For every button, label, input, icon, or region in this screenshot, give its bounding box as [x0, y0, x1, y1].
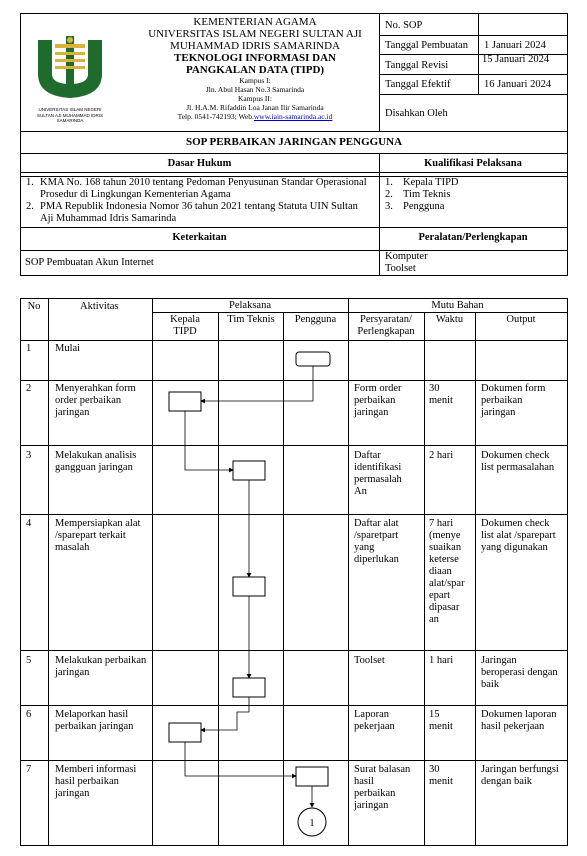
- campus1-label: Kampus I:: [239, 76, 271, 85]
- list-item: 2. PMA Republik Indonesia Nomor 36 tahun 2021 tentang Statuta UIN Sultan Aji Muhammad Idris Samarinda: [26, 201, 358, 224]
- row-output: Dokumen check list alat /sparepart yang digunakan: [481, 518, 556, 553]
- row-no: 5: [26, 655, 32, 666]
- meta-disahkan-label: Disahkan Oleh: [385, 108, 448, 119]
- meta-tanggal-revisi-label: Tanggal Revisi: [385, 60, 449, 71]
- website-link[interactable]: www.iain-samarinda.ac.id: [253, 112, 333, 121]
- ministry-name: KEMENTERIAN AGAMA: [193, 16, 317, 28]
- col-header-waktu: Waktu: [435, 314, 464, 325]
- row-persyaratan: Laporan pekerjaan: [354, 709, 395, 732]
- row-output: Dokumen form perbaikan jaringan: [481, 383, 546, 418]
- row-aktivitas: Melakukan perbaikan jaringan: [55, 655, 147, 678]
- row-waktu: 30 menit: [429, 383, 453, 406]
- meta-tanggal-efektif-value: 16 Januari 2024: [484, 79, 552, 90]
- col-header-no: No: [27, 301, 41, 312]
- col-header-pengguna: Pengguna: [294, 314, 337, 325]
- row-aktivitas: Melakukan analisis gangguan jaringan: [55, 450, 137, 473]
- row-no: 2: [26, 383, 32, 394]
- peralatan-item-komputer: Komputer: [385, 251, 428, 262]
- row-waktu: 7 hari (menye suaikan keterse diaan alat/spar epart dipasar an: [429, 518, 465, 625]
- university-logo: UNIVERSITAS ISLAM NEGERI SULTAN AJI MUHAMMAD IDRIS SAMARINDA: [30, 32, 110, 124]
- contact-info: Telp. 0541-742193; Web.: [177, 112, 254, 121]
- row-aktivitas: Melaporkan hasil perbaikan jaringan: [55, 709, 134, 732]
- row-output: Jaringan berfungsi dengan baik: [481, 764, 559, 787]
- row-no: 7: [26, 764, 32, 775]
- kualifikasi-heading: Kualifikasi Pelaksana: [424, 158, 522, 169]
- col-header-tim: Tim Teknis: [227, 314, 275, 325]
- peralatan-item-toolset: Toolset: [385, 263, 416, 274]
- row-waktu: 30 menit: [429, 764, 453, 787]
- sop-title: SOP PERBAIKAN JARINGAN PENGGUNA: [185, 136, 403, 148]
- col-header-persyaratan: Persyaratan/ Perlengkapan: [357, 314, 415, 337]
- unit-name-line2: PANGKALAN DATA (TIPD): [185, 64, 325, 76]
- process-box-kepala-2: [169, 392, 201, 411]
- campus1-address: Jln. Abul Hasan No.3 Samarinda: [205, 85, 305, 94]
- row-waktu: 15 menit: [429, 709, 453, 732]
- row-aktivitas: Mulai: [55, 343, 81, 354]
- start-terminator: [296, 352, 330, 366]
- campus2-label: Kampus II:: [238, 94, 272, 103]
- row-no: 6: [26, 709, 32, 720]
- row-persyaratan: Surat balasan hasil perbaikan jaringan: [354, 764, 411, 811]
- meta-tanggal-efektif-label: Tanggal Efektif: [385, 79, 451, 90]
- connector-label: 1: [309, 818, 315, 829]
- process-box-tim-3: [233, 461, 265, 480]
- unit-name-line1: TEKNOLOGI INFORMASI DAN: [174, 52, 336, 64]
- col-header-kepala: Kepala TIPD: [170, 314, 200, 337]
- process-box-tim-4: [233, 577, 265, 596]
- col-header-output: Output: [506, 314, 536, 325]
- row-no: 1: [26, 343, 32, 354]
- row-aktivitas: Mempersiapkan alat /sparepart terkait masalah: [55, 518, 141, 553]
- list-item: 2. Tim Teknis: [385, 189, 451, 200]
- row-waktu: 2 hari: [429, 450, 454, 461]
- keterkaitan-value: SOP Pembuatan Akun Internet: [25, 257, 154, 268]
- row-aktivitas: Menyerahkan form order perbaikan jaringan: [55, 383, 136, 418]
- meta-tanggal-pembuatan-label: Tanggal Pembuatan: [385, 40, 468, 51]
- row-aktivitas: Memberi informasi hasil perbaikan jaringan: [55, 764, 137, 799]
- dasar-hukum-heading: Dasar Hukum: [167, 158, 232, 169]
- process-box-pengguna-7: [296, 767, 328, 786]
- row-persyaratan: Form order perbaikan jaringan: [354, 383, 402, 418]
- process-box-kepala-6: [169, 723, 201, 742]
- row-persyaratan: Daftar identifikasi permasalah An: [354, 450, 402, 497]
- university-name-line2: MUHAMMAD IDRIS SAMARINDA: [170, 40, 340, 52]
- meta-tanggal-pembuatan-value: 1 Januari 2024: [484, 40, 546, 51]
- campus2-address: Jl. H.A.M. Rifaddin Loa Janan Ilir Samarinda: [186, 103, 324, 112]
- row-output: Dokumen laporan hasil pekerjaan: [481, 709, 557, 732]
- row-no: 4: [26, 518, 32, 529]
- meta-tanggal-revisi-value: 15 Januari 2024: [482, 54, 550, 65]
- process-box-tim-5: [233, 678, 265, 697]
- university-name-line1: UNIVERSITAS ISLAM NEGERI SULTAN AJI: [148, 28, 362, 40]
- meta-no-sop-label: No. SOP: [385, 20, 423, 31]
- col-header-mutu: Mutu Bahan: [431, 300, 484, 311]
- row-output: Jaringan beroperasi dengan baik: [481, 655, 558, 690]
- row-persyaratan: Daftar alat /sparetpart yang diperlukan: [354, 518, 399, 565]
- list-item: 3. Pengguna: [385, 201, 445, 212]
- list-item: 1. KMA No. 168 tahun 2010 tentang Pedoman Penyusunan Standar Operasional Prosedur di Lingkungan Kementerian Agama: [26, 177, 367, 200]
- col-header-pelaksana: Pelaksana: [229, 300, 271, 311]
- col-header-aktivitas: Aktivitas: [80, 301, 119, 312]
- row-no: 3: [26, 450, 32, 461]
- row-output: Dokumen check list permasalahan: [481, 450, 555, 473]
- keterkaitan-heading: Keterkaitan: [172, 232, 227, 243]
- list-item: 1. Kepala TIPD: [385, 177, 459, 188]
- row-persyaratan: Toolset: [354, 655, 385, 666]
- peralatan-heading: Peralatan/Perlengkapan: [418, 232, 528, 243]
- row-waktu: 1 hari: [429, 655, 454, 666]
